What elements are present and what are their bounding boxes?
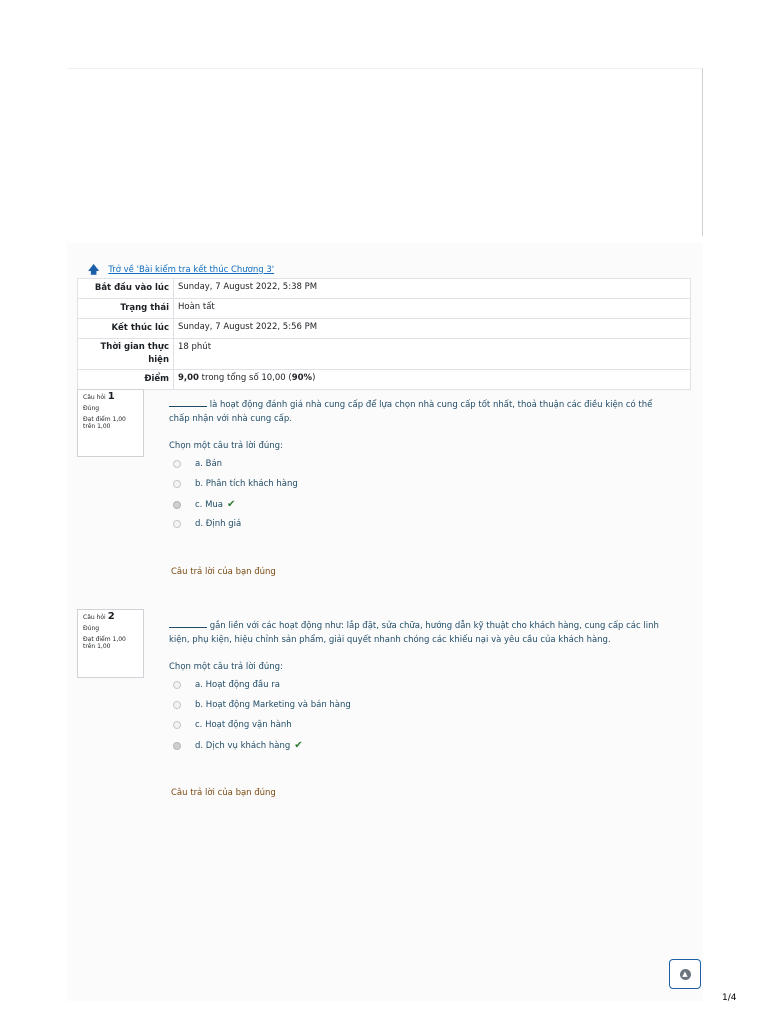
summary-row — [78, 339, 691, 370]
grade-label: Điểm — [78, 370, 174, 390]
answer-option[interactable] — [173, 680, 280, 690]
back-to-quiz-link[interactable] — [88, 264, 274, 275]
grade-close: ) — [312, 373, 316, 383]
summary-row — [78, 299, 691, 319]
attempt-summary-table — [77, 278, 691, 390]
answer-feedback-1: Câu trả lời của bạn đúng — [171, 567, 276, 577]
radio-button[interactable] — [173, 460, 181, 468]
arrow-up-icon: 🡅 — [88, 263, 100, 276]
answer-label: b. Hoạt động Marketing và bán hàng — [195, 700, 351, 710]
summary-value: Hoàn tất — [174, 299, 691, 319]
answer-option[interactable] — [173, 519, 241, 529]
answer-blank — [169, 397, 207, 407]
question-info-1 — [77, 389, 144, 457]
question-status: Đúng — [83, 625, 100, 632]
answer-option[interactable] — [173, 700, 351, 710]
radio-button[interactable] — [173, 701, 181, 709]
answer-label: c. Mua — [195, 499, 224, 510]
summary-value: Sunday, 7 August 2022, 5:56 PM — [174, 319, 691, 339]
summary-row — [78, 319, 691, 339]
answer-label: b. Phân tích khách hàng — [195, 479, 298, 489]
question-number: 2 — [107, 611, 115, 622]
question-text-body: gắn liền với các hoạt động như: lắp đặt, sửa chữa, hướng dẫn kỹ thuật cho khách hàng, cung cấp các linh kiện, phụ kiện, hiệu chỉnh sản phẩm, giải quyết nhanh chóng các khiếu nại và yêu cầu của khách hàng. — [169, 621, 659, 645]
summary-label: Trạng thái — [78, 299, 174, 319]
question-label: Câu hỏi — [83, 614, 106, 621]
radio-button[interactable] — [173, 480, 181, 488]
grade-total: trong tổng số 10,00 ( — [198, 373, 292, 383]
question-number-row — [83, 393, 138, 401]
question-mark-line1: Đạt điểm 1,00 — [83, 636, 126, 643]
question-text-1 — [169, 397, 669, 426]
answer-option[interactable] — [173, 720, 292, 730]
answer-feedback-2: Câu trả lời của bạn đúng — [171, 788, 276, 798]
radio-button[interactable] — [173, 721, 181, 729]
radio-button[interactable] — [173, 681, 181, 689]
answer-option[interactable] — [173, 740, 303, 751]
question-label: Câu hỏi — [83, 394, 106, 401]
summary-row — [78, 279, 691, 299]
grade-value — [174, 370, 691, 390]
grade-row — [78, 370, 691, 390]
answer-label: d. Dịch vụ khách hàng — [195, 740, 291, 751]
question-number-row — [83, 613, 138, 621]
answer-label: c. Hoạt động vận hành — [195, 720, 292, 730]
grade-percent: 90% — [291, 373, 313, 383]
question-text-2 — [169, 618, 669, 647]
question-prompt-1: Chọn một câu trả lời đúng: — [169, 441, 283, 451]
summary-label: Bắt đầu vào lúc — [78, 279, 174, 299]
grade-score: 9,00 — [178, 373, 199, 383]
answer-label: d. Định giá — [195, 519, 242, 529]
answer-option[interactable] — [173, 499, 235, 510]
answer-blank — [169, 618, 207, 628]
summary-value: 18 phút — [174, 339, 691, 370]
scroll-to-top-button[interactable] — [669, 959, 701, 989]
radio-button-selected[interactable] — [173, 742, 181, 750]
page-number: 1/4 — [722, 993, 737, 1003]
check-icon: ✔ — [294, 740, 303, 751]
back-link-text[interactable]: Trở về 'Bài kiểm tra kết thúc Chương 3' — [108, 264, 275, 275]
answer-label: a. Hoạt động đầu ra — [195, 680, 280, 690]
answer-option[interactable] — [173, 459, 222, 469]
question-text-body: là hoạt động đánh giá nhà cung cấp để lựa chọn nhà cung cấp tốt nhất, thoả thuận các điều kiện có thể chấp nhận với nhà cung cấp. — [169, 400, 653, 424]
chevron-up-icon: ▲ — [680, 969, 691, 980]
answer-label: a. Bán — [195, 459, 223, 469]
question-mark-line1: Đạt điểm 1,00 — [83, 416, 126, 423]
check-icon: ✔ — [227, 499, 236, 510]
question-number: 1 — [107, 391, 115, 402]
question-prompt-2: Chọn một câu trả lời đúng: — [169, 662, 283, 672]
question-info-2 — [77, 609, 144, 678]
summary-value: Sunday, 7 August 2022, 5:38 PM — [174, 279, 691, 299]
question-mark-line2: trên 1,00 — [83, 643, 111, 650]
embedded-frame — [67, 68, 703, 236]
answer-option[interactable] — [173, 479, 298, 489]
radio-button[interactable] — [173, 520, 181, 528]
summary-label: Thời gian thực hiện — [78, 339, 174, 370]
question-mark-line2: trên 1,00 — [83, 423, 111, 430]
summary-label: Kết thúc lúc — [78, 319, 174, 339]
question-status: Đúng — [83, 405, 100, 412]
radio-button-selected[interactable] — [173, 501, 181, 509]
